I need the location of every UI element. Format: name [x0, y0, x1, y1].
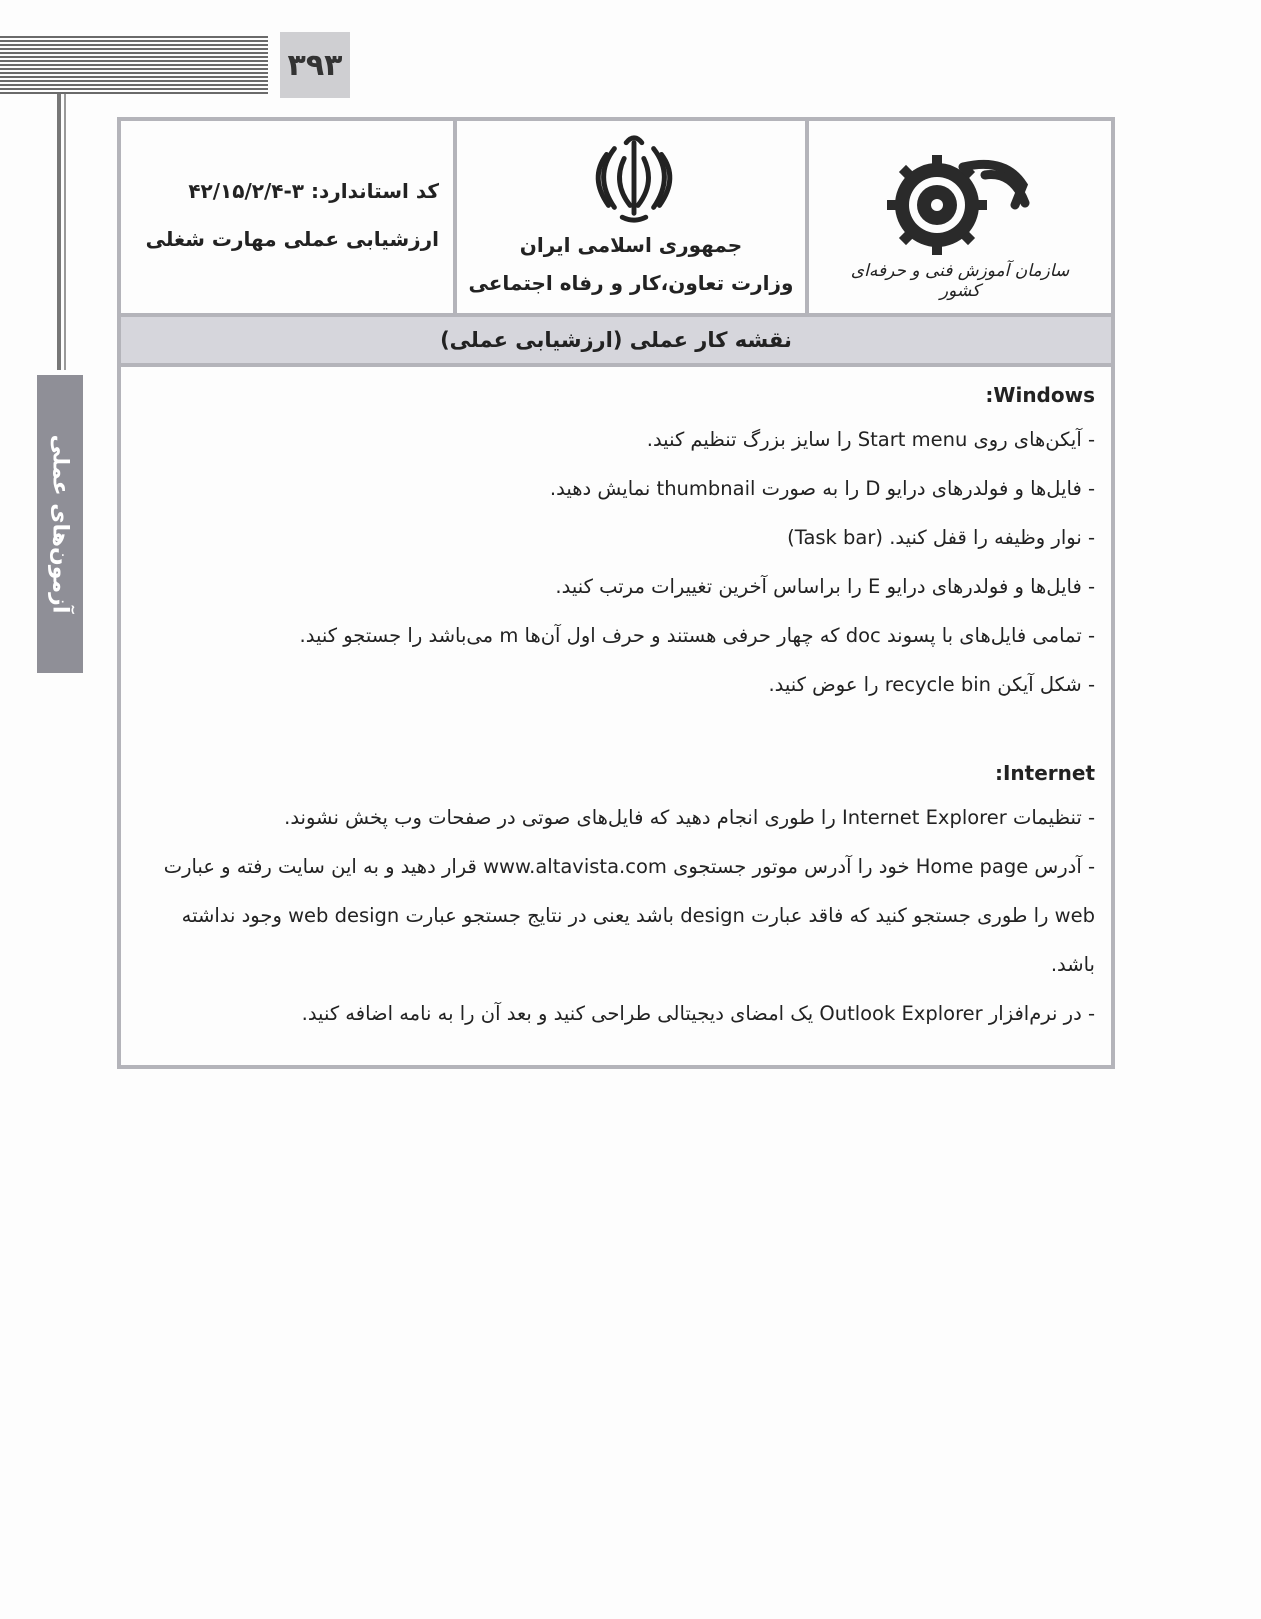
section-title-windows: Windows:: [985, 383, 1095, 407]
list-item: - تمامی فایل‌های با پسوند doc که چهار حرفی هستند و حرف اول آن‌ها m می‌باشد را جستجو کنید.: [299, 624, 1095, 647]
content: [137, 375, 1095, 1038]
list-item: - در نرم‌افزار Outlook Explorer یک امضای دیجیتالی طراحی کنید و بعد آن را به نامه اضافه کنید.: [301, 1002, 1095, 1025]
emblem-line1: جمهوری اسلامی ایران: [519, 233, 743, 257]
header-stripes: [0, 36, 268, 94]
standard-code: کد استاندارد: ۳-۴۲/۱۵/۲/۴: [188, 179, 439, 203]
list-item: - فایل‌ها و فولدرهای درایو D را به صورت thumbnail نمایش دهید.: [549, 477, 1095, 500]
org-logo-cell: [809, 121, 1111, 313]
page-number: ۳۹۳: [280, 32, 350, 98]
org-caption: سازمان آموزش فنی و حرفه‌ای کشور: [850, 261, 1070, 301]
list-item: - تنظیمات Internet Explorer را طوری انجام دهید که فایل‌های صوتی در صفحات وب پخش نشوند.: [284, 806, 1095, 829]
section-gap: [137, 709, 1095, 753]
side-tab: [37, 375, 83, 673]
assessment-label: ارزشیابی عملی مهارت شغلی: [145, 227, 439, 251]
section-title-internet: Internet:: [994, 761, 1095, 785]
list-item: - آدرس Home page خود را آدرس موتور جستجوی www.altavista.com قرار دهید و به این سایت رفته و عبارت web را طوری جستجو کنید که فاقد عبارت design باشد یعنی در نتایج جستجو عبارت web design وجود نداشته باشد.: [163, 855, 1095, 976]
title-band: نقشه کار عملی (ارزشیابی عملی): [121, 313, 1111, 367]
document-frame: [117, 117, 1115, 1069]
gear-logo-icon: [885, 145, 1035, 265]
margin-rule: [57, 94, 61, 370]
margin-rule-thin: [64, 94, 66, 370]
emblem-line2: وزارت تعاون،کار و رفاه اجتماعی: [468, 271, 794, 295]
side-tab-label: آزمون‌های عملی: [47, 434, 73, 614]
list-item: - آیکن‌های روی Start menu را سایز بزرگ تنظیم کنید.: [646, 428, 1095, 451]
code-cell: [121, 121, 453, 313]
list-item: - شکل آیکن recycle bin را عوض کنید.: [768, 673, 1095, 696]
list-item: - نوار وظیفه را قفل کنید. (Task bar): [787, 526, 1095, 549]
header-row: [121, 121, 1111, 313]
iran-emblem-icon: [585, 129, 683, 227]
list-item: - فایل‌ها و فولدرهای درایو E را براساس آخرین تغییرات مرتب کنید.: [555, 575, 1095, 598]
emblem-cell: [453, 121, 809, 313]
